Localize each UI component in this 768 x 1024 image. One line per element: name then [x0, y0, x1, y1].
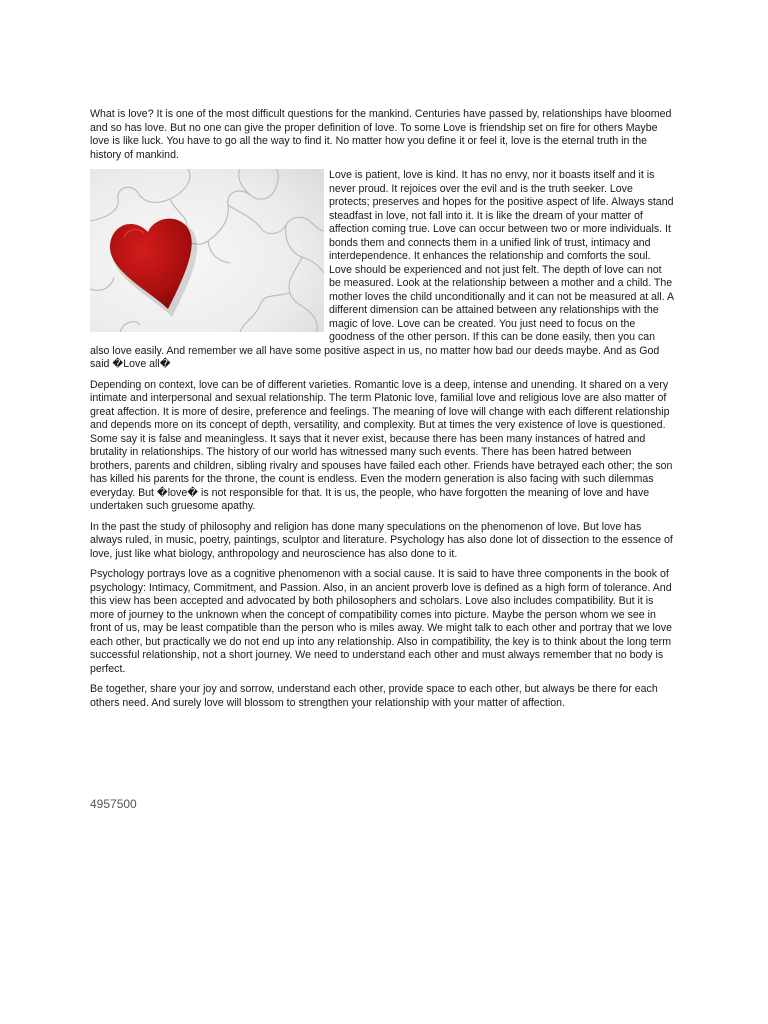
- paragraph-psychology: Psychology portrays love as a cognitive phenomenon with a social cause. It is said to have three components in the book of psychology: Intimacy, Commitment, and Passion. Also, in an ancient proverb love is defined as a high form of tolerance. And this view has been accepted and advocated by both philosophers and scholars. Love also includes compatibility. But it is more of journey to the unknown when the concept of compatibility comes into picture. Maybe the person whom we see in front of us, may be least compatible than the person who is miles away. We might talk to each other and portray that we love each other, but practically we do not end up into any relationship. Also in compatibility, the key is to think about the long term successful relationship, not a short journey. We need to understand each other and must always remember that no body is perfect.: [90, 568, 672, 675]
- paragraph-varieties: Depending on context, love can be of different varieties. Romantic love is a deep, intense and unending. It shared on a very intimate and interpersonal and sexual relationship. The term Platonic love, familial love and religious love are also matter of great affection. It is more of desire, preference and feelings. The meaning of love will change with each different relationship and depends more on its concept of depth, versatility, and complexity. But at times the very existence of love is questioned. Some say it is false and meaningless. It says that it never exist, because there has been many instances of hatred and brutality in relationships. The history of our world has witnessed many such events. There has been hatred between brothers, parents and children, sibling rivalry and spouses have failed each other. Friends have betrayed each other; the son has killed his parents for the throne, the count is endless. Even the modern generation is also facing with such dilemmas everyday. But �love� is not responsible for that. It is us, the people, who have forgotten the meaning of love and have undertaken such gruesome apathy.: [90, 378, 673, 512]
- paragraph-with-image: [90, 169, 676, 379]
- paragraph-love-is-patient: Love is patient, love is kind. It has no envy, nor it boasts itself and it is never proud. It rejoices over the evil and is the truth seeker. Love protects; preserves and hopes for the positive aspect of life. Always stand steadfast in love, not fall into it. It is like the dream of your matter of affection coming true. Love can occur between two or more individuals. It bonds them and connects them in a unified link of trust, intimacy and interdependence. It enhances the relationship and comforts the soul. Love should be experienced and not just felt. The depth of love can not be measured. Look at the relationship between a mother and a child. The mother loves the child unconditionally and it can not be measured at all. A different dimension can be attained between any relationships with the magic of love. Love can be created. You just need to focus on the goodness of the other person. If this can be done easily, then you can also love easily. And remember we all have some positive aspect in us, no matter how bad our deeds maybe. And as God said �Love all�: [90, 169, 674, 370]
- paragraph-intro: What is love? It is one of the most difficult questions for the mankind. Centuries have passed by, relationships have bloomed and so has love. But no one can give the proper definition of love. To some Love is friendship set on fire for others Maybe love is like luck. You have to go all the way to find it. No matter how you define it or feel it, love is the eternal truth in the history of mankind.: [90, 108, 672, 161]
- paragraph-philosophy: In the past the study of philosophy and religion has done many speculations on the phenomenon of love. But love has always ruled, in music, poetry, paintings, sculptor and literature. Psychology has also done lot of dissection to the essence of love, just like what biology, anthropology and neuroscience has also done to it.: [90, 520, 673, 560]
- document-body: [90, 108, 676, 717]
- paragraph-conclusion: Be together, share your joy and sorrow, understand each other, provide space to each other, but always be there for each others need. And surely love will blossom to strengthen your relationship with your matter of affection.: [90, 683, 658, 709]
- heart-puzzle-image: [90, 169, 324, 332]
- document-number: 4957500: [90, 797, 137, 811]
